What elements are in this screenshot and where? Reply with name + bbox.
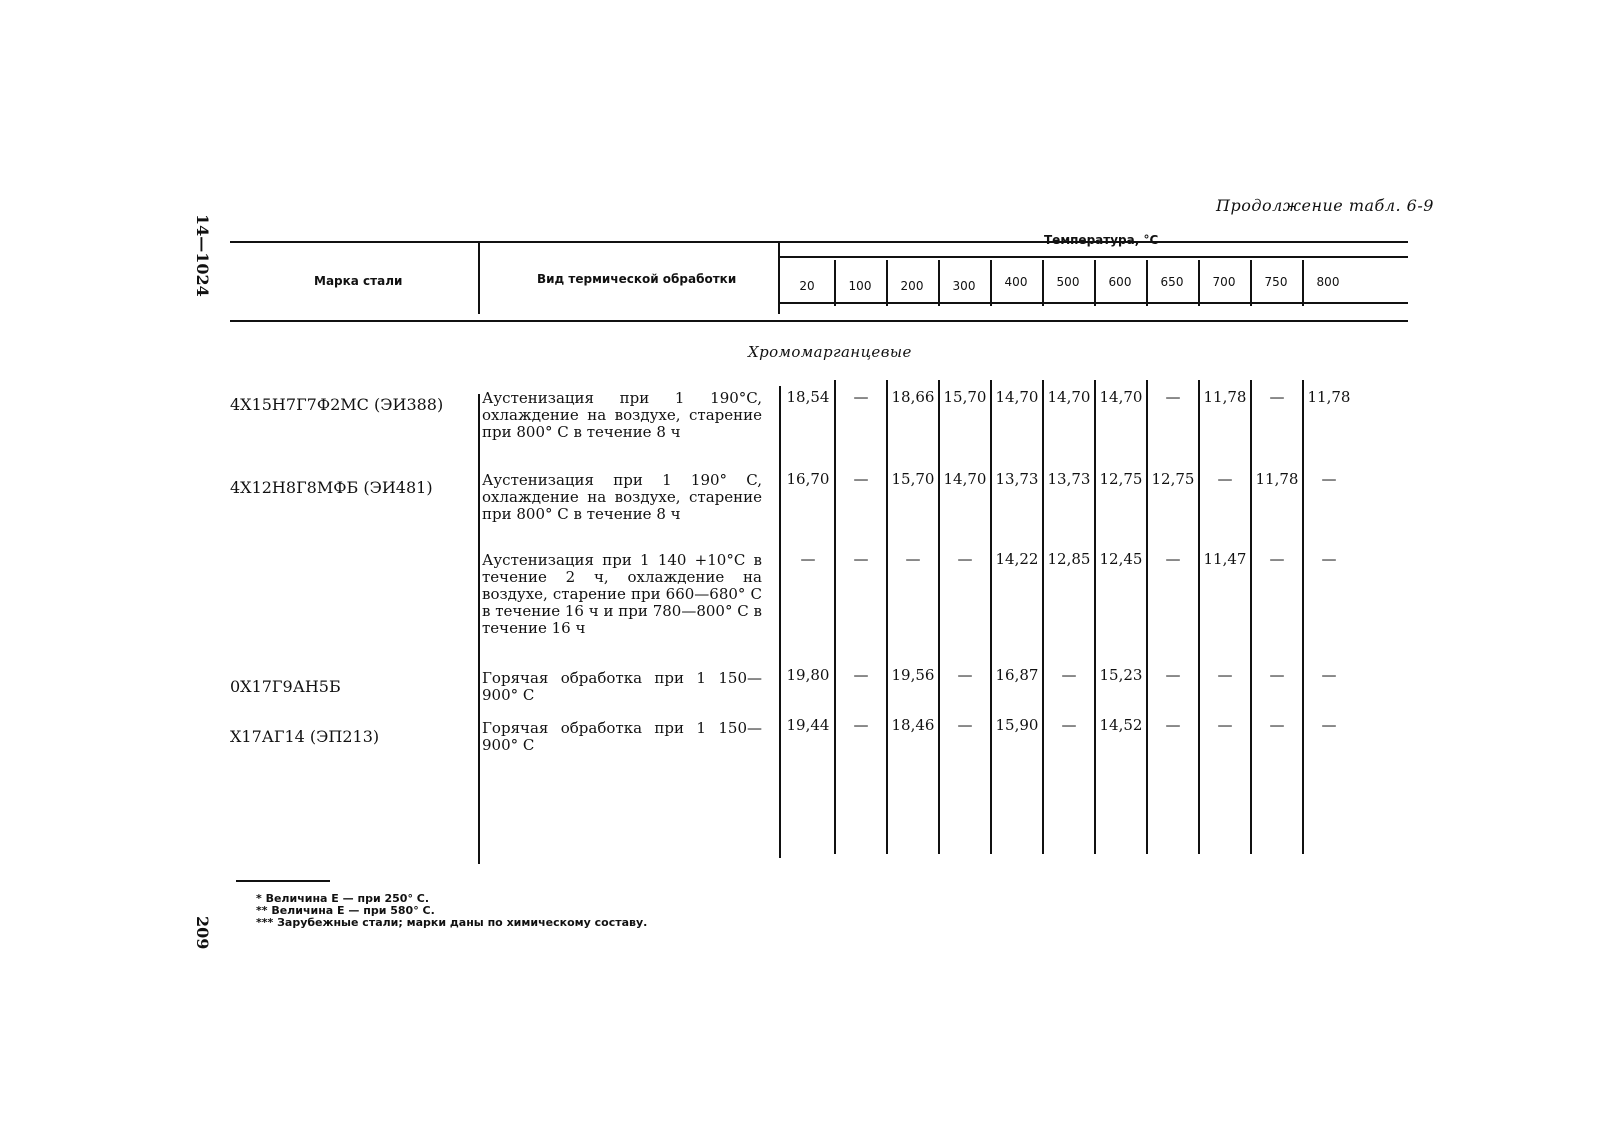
row-value: — <box>1061 666 1077 684</box>
row-value: — <box>853 550 869 568</box>
header-temp-650: 650 <box>1160 275 1184 289</box>
row-value: 14,70 <box>943 470 987 488</box>
row-value: — <box>853 716 869 734</box>
row-treatment: Горячая обработка при 1 150—900° C <box>482 719 762 754</box>
row-value: 12,85 <box>1047 550 1091 568</box>
header-grade: Марка стали <box>314 274 403 288</box>
row-value: 14,52 <box>1099 716 1143 734</box>
row-value: — <box>957 716 973 734</box>
row-value: 18,46 <box>891 716 935 734</box>
row-value: — <box>957 666 973 684</box>
header-temp-800: 800 <box>1316 275 1340 289</box>
row-value: — <box>1269 550 1285 568</box>
header-temperature: Температура, °C <box>1044 233 1159 247</box>
body-temp-divider <box>886 380 888 854</box>
row-value: — <box>1321 666 1337 684</box>
header-temp-600: 600 <box>1108 275 1132 289</box>
row-value: — <box>853 666 869 684</box>
row-value: — <box>1217 716 1233 734</box>
row-value: — <box>957 550 973 568</box>
row-treatment: Аустенизация при 1 190°C, охлаждение на воздухе, старение при 800° C в течение 8 ч <box>482 389 762 441</box>
header-top-rule <box>230 241 1408 243</box>
body-temp-divider <box>1250 380 1252 854</box>
header-temp-400: 400 <box>1004 275 1028 289</box>
row-value: 18,54 <box>786 388 830 406</box>
header-temp-750: 750 <box>1264 275 1288 289</box>
table-caption: Продолжение табл. 6-9 <box>1216 196 1434 215</box>
body-divider-treatment-left <box>478 394 480 864</box>
row-value: 16,87 <box>995 666 1039 684</box>
body-temp-divider <box>834 380 836 854</box>
row-treatment: Горячая обработка при 1 150—900° C <box>482 669 762 704</box>
row-value: — <box>1165 550 1181 568</box>
row-value: 14,70 <box>1047 388 1091 406</box>
header-divider-grade <box>478 242 480 314</box>
row-value: 12,45 <box>1099 550 1143 568</box>
group-title: Хромомарганцевые <box>748 343 912 361</box>
header-temp-300: 300 <box>952 279 976 293</box>
row-value: — <box>1165 666 1181 684</box>
row-value: 14,70 <box>1099 388 1143 406</box>
row-value: — <box>1269 716 1285 734</box>
footnote-2: ** Величина E — при 580° C. <box>256 904 435 917</box>
header-bottom-rule <box>230 320 1408 322</box>
row-grade: 4Х15Н7Г7Ф2МС (ЭИ388) <box>230 395 444 414</box>
side-label-bottom: 209 <box>193 916 212 950</box>
row-grade: 0Х17Г9АН5Б <box>230 677 341 696</box>
row-value: — <box>853 470 869 488</box>
row-value: 11,78 <box>1203 388 1247 406</box>
header-temp-500: 500 <box>1056 275 1080 289</box>
row-value: — <box>1217 470 1233 488</box>
footnote-3: *** Зарубежные стали; марки даны по химическому составу. <box>256 916 648 929</box>
row-value: — <box>1061 716 1077 734</box>
header-temp-700: 700 <box>1212 275 1236 289</box>
footnote-1: * Величина E — при 250° C. <box>256 892 430 905</box>
body-temp-divider <box>1302 380 1304 854</box>
row-value: — <box>1269 666 1285 684</box>
row-value: — <box>1269 388 1285 406</box>
row-value: 14,22 <box>995 550 1039 568</box>
row-value: 12,75 <box>1151 470 1195 488</box>
body-temp-divider <box>938 380 940 854</box>
footnote-rule <box>236 880 330 882</box>
row-value: — <box>1217 666 1233 684</box>
row-treatment: Аустенизация при 1 190° C, охлаждение на воздухе, старение при 800° C в течение 8 ч <box>482 471 762 523</box>
header-temp-200: 200 <box>900 279 924 293</box>
row-value: 13,73 <box>995 470 1039 488</box>
row-value: — <box>1165 388 1181 406</box>
row-value: 11,78 <box>1307 388 1351 406</box>
header-treatment: Вид термической обработки <box>537 272 737 286</box>
row-value: 15,70 <box>943 388 987 406</box>
body-divider-values-left <box>779 386 781 858</box>
row-value: 13,73 <box>1047 470 1091 488</box>
row-value: 16,70 <box>786 470 830 488</box>
row-value: — <box>1321 470 1337 488</box>
row-value: 11,78 <box>1255 470 1299 488</box>
row-value: — <box>1165 716 1181 734</box>
row-value: — <box>1321 716 1337 734</box>
row-value: 11,47 <box>1203 550 1247 568</box>
side-label-top: 14—1024 <box>193 214 212 297</box>
row-grade: Х17АГ14 (ЭП213) <box>230 727 380 746</box>
body-temp-divider <box>1146 380 1148 854</box>
row-value: 19,44 <box>786 716 830 734</box>
body-temp-divider <box>1094 380 1096 854</box>
row-value: 12,75 <box>1099 470 1143 488</box>
row-value: 14,70 <box>995 388 1039 406</box>
row-value: 15,70 <box>891 470 935 488</box>
row-value: 18,66 <box>891 388 935 406</box>
row-value: — <box>800 550 816 568</box>
row-value: 15,90 <box>995 716 1039 734</box>
temperature-sub-rule <box>779 256 1408 258</box>
row-treatment: Аустенизация при 1 140 +10°C в течение 2 ч, охлаждение на воздухе, старение при 660—680° C в течение 16 ч и при 780—800° C в течение 16 ч <box>482 551 762 637</box>
row-value: — <box>905 550 921 568</box>
row-value: — <box>1321 550 1337 568</box>
row-value: — <box>853 388 869 406</box>
header-divider-treatment <box>778 242 780 314</box>
row-value: 19,56 <box>891 666 935 684</box>
header-temp-100: 100 <box>848 279 872 293</box>
body-temp-divider <box>1198 380 1200 854</box>
body-temp-divider <box>990 380 992 854</box>
body-temp-divider <box>1042 380 1044 854</box>
header-temp-20: 20 <box>799 279 815 293</box>
row-grade: 4Х12Н8Г8МФБ (ЭИ481) <box>230 478 433 497</box>
row-value: 15,23 <box>1099 666 1143 684</box>
row-value: 19,80 <box>786 666 830 684</box>
